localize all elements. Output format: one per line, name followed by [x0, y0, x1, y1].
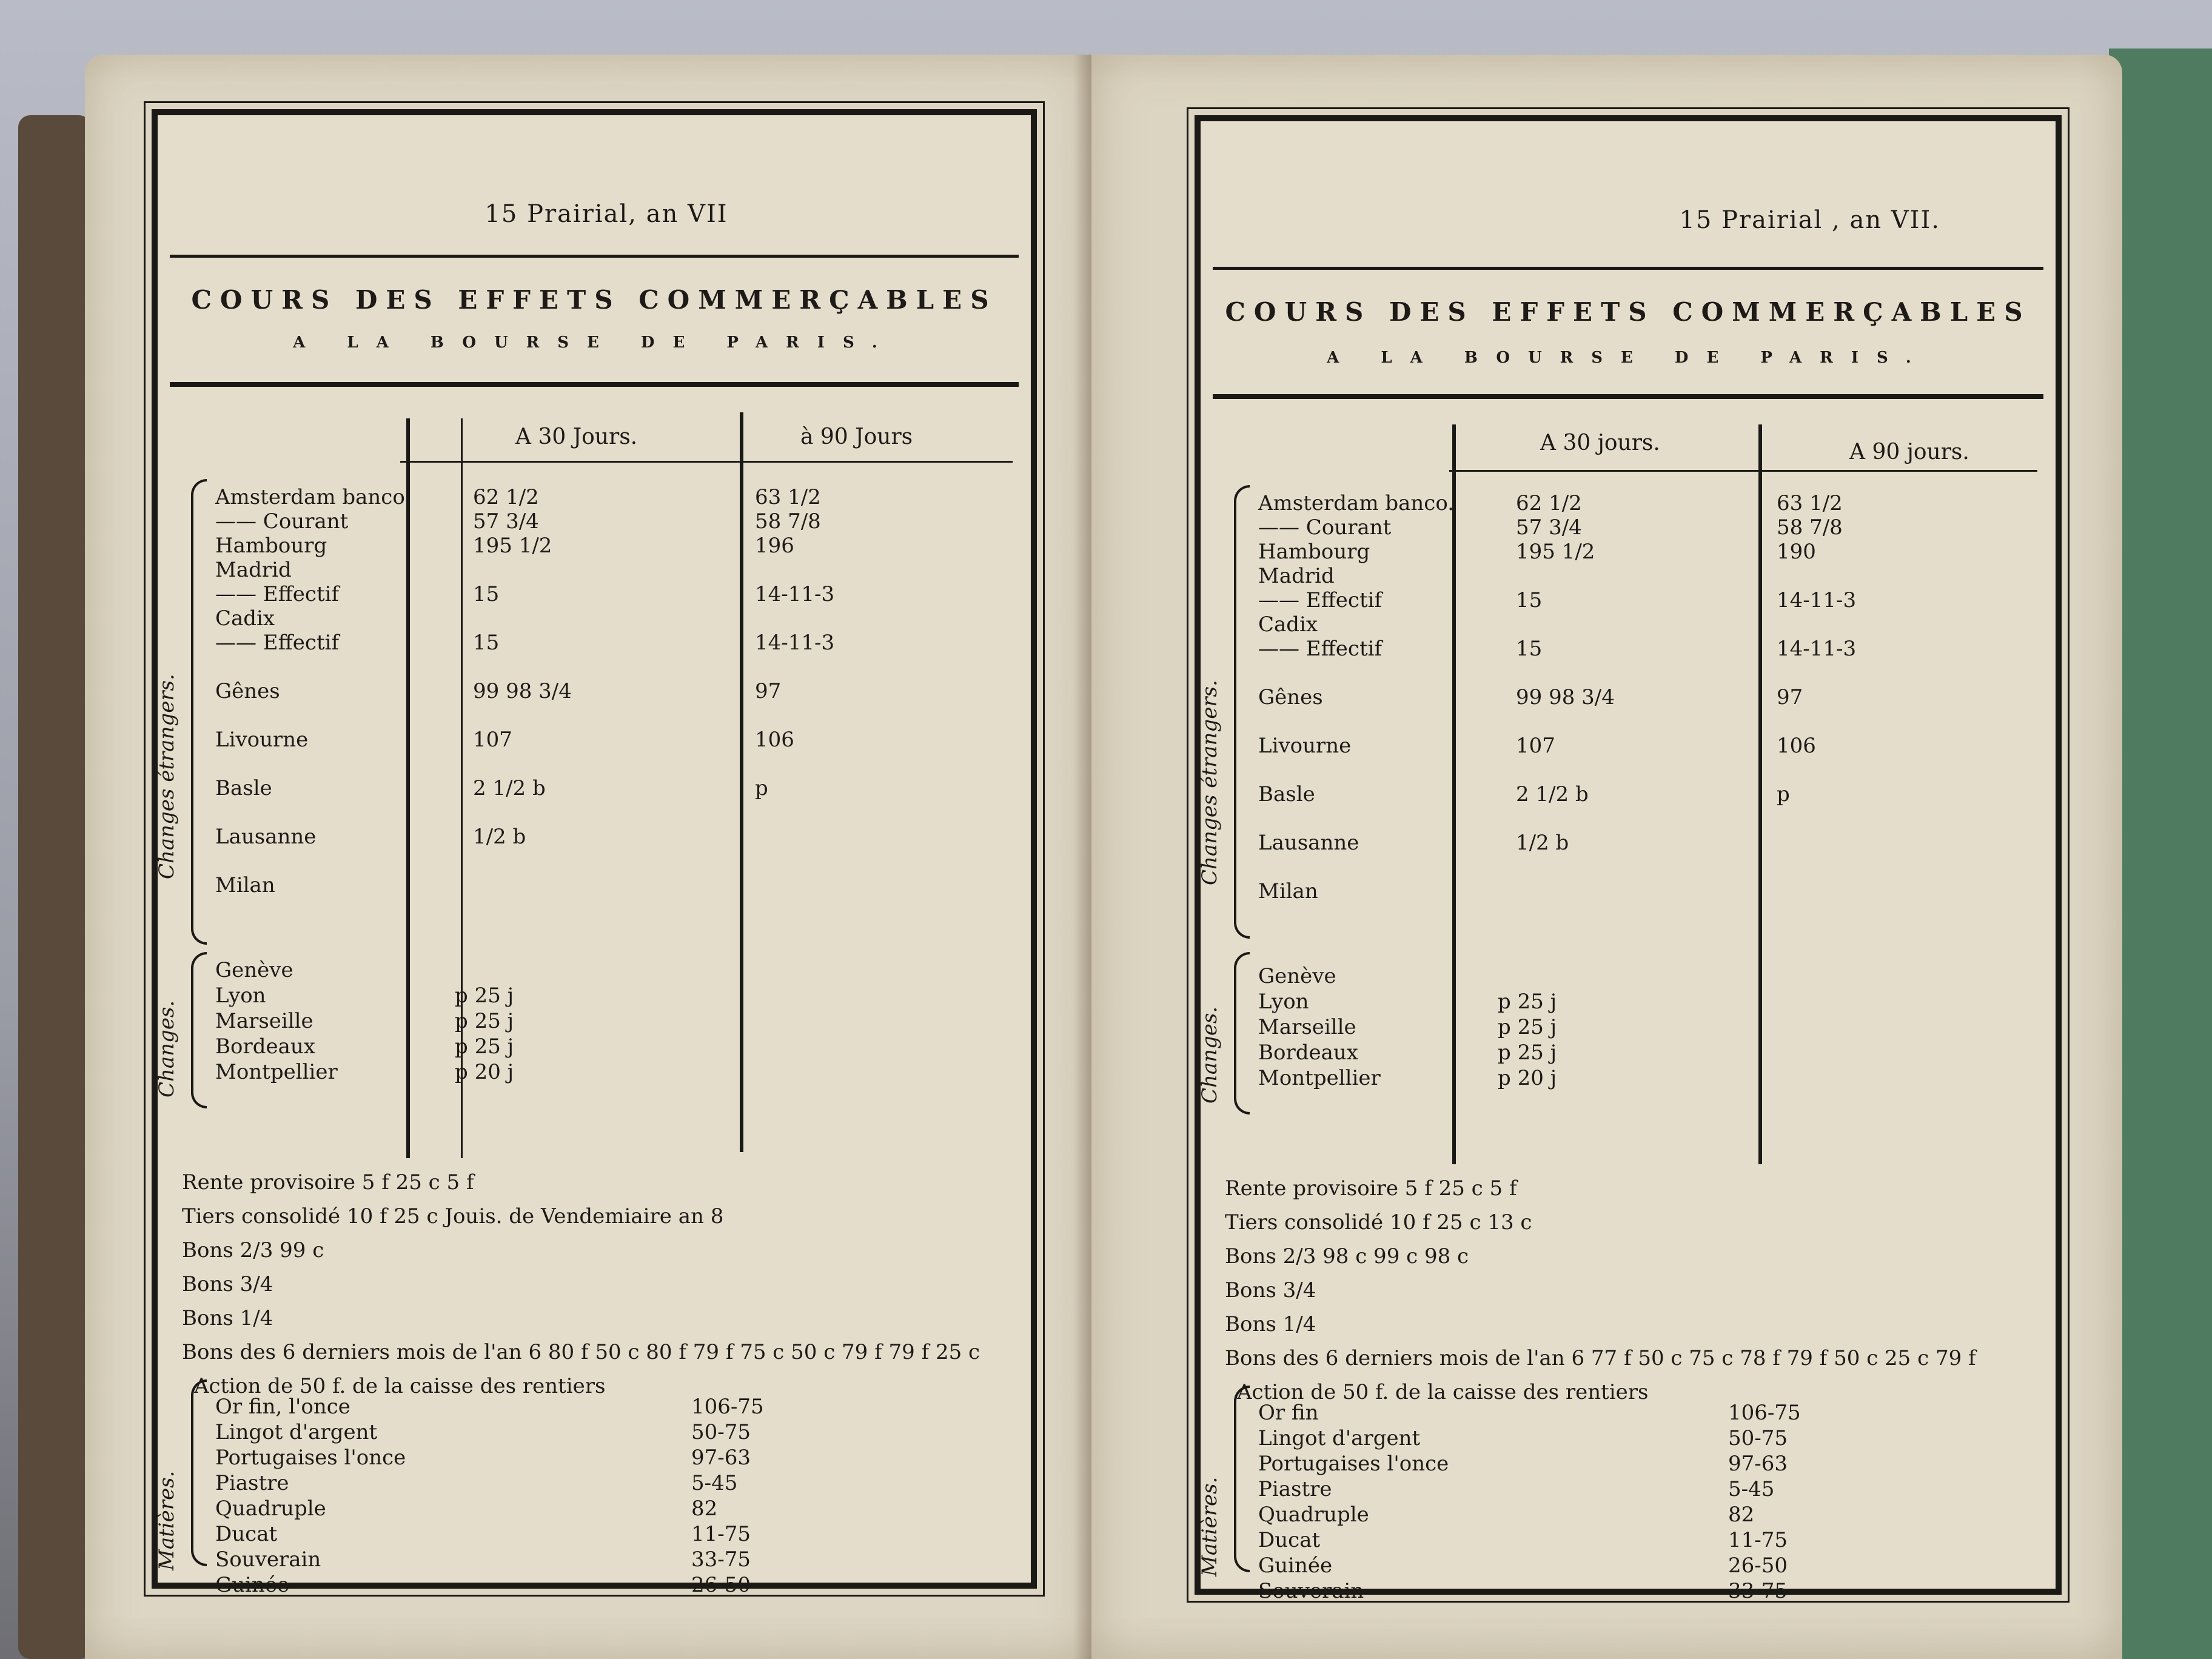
metal-price: 5-45 — [1728, 1477, 1775, 1501]
brace — [191, 952, 207, 1108]
row-label: Genève — [215, 958, 293, 982]
row-label: Livourne — [1258, 734, 1352, 758]
row-label: Or fin — [1258, 1401, 1319, 1425]
row-label: Quadruple — [1258, 1503, 1369, 1527]
value-30-days: 15 — [1516, 588, 1543, 612]
row-label: Hambourg — [215, 534, 327, 558]
row-label: Montpellier — [1258, 1066, 1381, 1090]
row-label: Genève — [1258, 964, 1336, 988]
row-label: —— Courant — [1258, 515, 1392, 540]
metal-price: 11-75 — [691, 1522, 751, 1546]
funds-line: Bons des 6 derniers mois de l'an 6 77 f 50 c 75 c 78 f 79 f 50 c 25 c 79 f — [1225, 1346, 1976, 1370]
column-divider — [740, 412, 743, 1152]
value-30-days: 15 — [1516, 637, 1543, 661]
funds-line: Tiers consolidé 10 f 25 c Jouis. de Vendemiaire an 8 — [182, 1204, 724, 1228]
metal-price: 50-75 — [1728, 1426, 1788, 1450]
value-30-days: 57 3/4 — [473, 509, 539, 534]
metal-price: 26-50 — [691, 1573, 751, 1597]
funds-line: Bons 3/4 — [1225, 1278, 1316, 1302]
row-label: Lyon — [1258, 990, 1309, 1014]
row-label: —— Effectif — [1258, 637, 1382, 661]
metal-price: 106-75 — [691, 1395, 764, 1419]
row-label: Cadix — [1258, 612, 1318, 637]
value-30-days: p 25 j — [455, 984, 514, 1008]
value-30-days: p 25 j — [1498, 1015, 1557, 1039]
row-label: Madrid — [215, 558, 292, 582]
value-30-days: p 25 j — [1498, 990, 1557, 1014]
group-label-foreign: Changes étrangers. — [1198, 680, 1222, 885]
row-label: Madrid — [1258, 564, 1335, 588]
value-30-days: 195 1/2 — [1516, 540, 1595, 564]
value-30-days: 1/2 b — [1516, 831, 1569, 855]
row-label: Ducat — [1258, 1528, 1321, 1552]
row-label: Basle — [1258, 782, 1315, 806]
brace — [1234, 485, 1250, 939]
row-label: —— Effectif — [215, 582, 340, 606]
row-label: Lingot d'argent — [215, 1420, 378, 1444]
value-90-days: 196 — [755, 534, 794, 558]
row-label: Lingot d'argent — [1258, 1426, 1421, 1450]
value-90-days: 97 — [755, 679, 782, 703]
value-90-days: 14-11-3 — [755, 582, 835, 606]
metal-price: 82 — [1728, 1503, 1755, 1527]
row-label: Livourne — [215, 728, 309, 752]
column-divider — [1452, 424, 1456, 1164]
rule — [1213, 267, 2043, 270]
row-label: Gênes — [1258, 685, 1323, 709]
page-subtitle: A LA BOURSE DE PARIS. — [293, 333, 896, 352]
metal-price: 82 — [691, 1496, 718, 1521]
row-label: —— Effectif — [1258, 588, 1382, 612]
funds-line: Rente provisoire 5 f 25 c 5 f — [182, 1170, 474, 1195]
value-30-days: 107 — [1516, 734, 1555, 758]
group-label-domestic: Changes. — [155, 1000, 179, 1098]
metal-price: 26-50 — [1728, 1553, 1788, 1578]
value-30-days: p 25 j — [455, 1009, 514, 1033]
row-label: Or fin, l'once — [215, 1395, 350, 1419]
value-90-days: 190 — [1777, 540, 1816, 564]
row-label: Souverain — [1258, 1579, 1364, 1603]
group-label-metals: Matières. — [155, 1470, 179, 1570]
funds-line: Bons 1/4 — [1225, 1312, 1316, 1336]
group-label-foreign: Changes étrangers. — [155, 674, 179, 879]
value-90-days: p — [1777, 782, 1790, 806]
row-label: Piastre — [1258, 1477, 1332, 1501]
column-header-90: à 90 Jours — [800, 424, 913, 449]
row-label: Amsterdam banco. — [215, 485, 412, 509]
book-cover-left — [18, 115, 91, 1659]
row-label: Lyon — [215, 984, 266, 1008]
metal-price: 97-63 — [691, 1446, 751, 1470]
column-header-30: A 30 Jours. — [515, 424, 638, 449]
funds-line: Bons 3/4 — [182, 1272, 273, 1296]
value-30-days: p 25 j — [455, 1034, 514, 1059]
value-30-days: 62 1/2 — [473, 485, 539, 509]
row-label: Ducat — [215, 1522, 278, 1546]
value-90-days: 58 7/8 — [1777, 515, 1843, 540]
funds-line: Bons des 6 derniers mois de l'an 6 80 f 50 c 80 f 79 f 75 c 50 c 79 f 79 f 25 c — [182, 1340, 980, 1364]
row-label: Hambourg — [1258, 540, 1370, 564]
right-page-frame — [1195, 115, 2062, 1603]
metal-price: 33-75 — [1728, 1579, 1788, 1603]
metal-price: 50-75 — [691, 1420, 751, 1444]
row-label: Basle — [215, 776, 272, 800]
value-30-days: p 20 j — [455, 1060, 514, 1084]
value-90-days: 14-11-3 — [1777, 637, 1857, 661]
column-header-90: A 90 jours. — [1849, 440, 1969, 464]
row-label: Milan — [1258, 879, 1318, 903]
funds-line: Bons 2/3 99 c — [182, 1238, 324, 1262]
left-page — [85, 55, 1091, 1659]
value-90-days: 58 7/8 — [755, 509, 821, 534]
brace — [191, 1379, 207, 1566]
funds-line: Tiers consolidé 10 f 25 c 13 c — [1225, 1210, 1532, 1235]
funds-line: Rente provisoire 5 f 25 c 5 f — [1225, 1176, 1517, 1201]
value-30-days: 15 — [473, 582, 500, 606]
value-90-days: 14-11-3 — [755, 631, 835, 655]
rule — [170, 382, 1019, 387]
value-90-days: 97 — [1777, 685, 1803, 709]
value-30-days: 107 — [473, 728, 512, 752]
book-cover-right — [2109, 49, 2212, 1659]
value-90-days: 106 — [755, 728, 794, 752]
row-label: Bordeaux — [1258, 1041, 1358, 1065]
value-30-days: 57 3/4 — [1516, 515, 1582, 540]
brace — [1234, 952, 1250, 1114]
rule — [400, 461, 1013, 463]
page-title: COURS DES EFFETS COMMERÇABLES — [1225, 297, 2031, 327]
row-label: Lausanne — [1258, 831, 1359, 855]
metal-price: 5-45 — [691, 1471, 738, 1495]
row-label: Amsterdam banco. — [1258, 491, 1455, 515]
value-30-days: 2 1/2 b — [473, 776, 546, 800]
row-label: Souverain — [215, 1547, 321, 1572]
running-head: 15 Prairial , an VII. — [1679, 206, 1940, 234]
row-label: Cadix — [215, 606, 275, 631]
row-label: Guinée — [215, 1573, 290, 1597]
column-divider — [1758, 424, 1762, 1164]
row-label: —— Effectif — [215, 631, 340, 655]
funds-line: Bons 1/4 — [182, 1306, 273, 1330]
row-label: Quadruple — [215, 1496, 326, 1521]
column-divider — [406, 418, 410, 1158]
row-label: Lausanne — [215, 825, 317, 849]
value-90-days: p — [755, 776, 768, 800]
value-30-days: 15 — [473, 631, 500, 655]
group-label-domestic: Changes. — [1198, 1006, 1222, 1104]
metal-price: 106-75 — [1728, 1401, 1801, 1425]
value-30-days: 195 1/2 — [473, 534, 552, 558]
funds-line: Action de 50 f. de la caisse des rentiers — [1237, 1380, 1649, 1404]
funds-line: Action de 50 f. de la caisse des rentiers — [194, 1374, 606, 1398]
row-label: Portugaises l'once — [1258, 1452, 1449, 1476]
page-title: COURS DES EFFETS COMMERÇABLES — [191, 285, 997, 315]
metal-price: 11-75 — [1728, 1528, 1788, 1552]
left-page-frame — [152, 109, 1037, 1597]
value-90-days: 106 — [1777, 734, 1816, 758]
row-label: Milan — [215, 873, 275, 897]
value-30-days: 1/2 b — [473, 825, 526, 849]
row-label: Marseille — [215, 1009, 313, 1033]
row-label: Gênes — [215, 679, 280, 703]
value-30-days: p 25 j — [1498, 1041, 1557, 1065]
value-30-days: 62 1/2 — [1516, 491, 1582, 515]
rule — [1213, 394, 2043, 399]
row-label: Guinée — [1258, 1553, 1333, 1578]
row-label: Portugaises l'once — [215, 1446, 406, 1470]
value-30-days: 2 1/2 b — [1516, 782, 1589, 806]
column-header-30: A 30 jours. — [1540, 431, 1660, 455]
metal-price: 33-75 — [691, 1547, 751, 1572]
row-label: Bordeaux — [215, 1034, 315, 1059]
row-label: Piastre — [215, 1471, 289, 1495]
rule — [170, 255, 1019, 258]
brace — [1234, 1386, 1250, 1572]
value-30-days: 99 98 3/4 — [1516, 685, 1615, 709]
brace — [191, 479, 207, 945]
running-head: 15 Prairial, an VII — [484, 200, 728, 228]
metal-price: 97-63 — [1728, 1452, 1788, 1476]
group-label-metals: Matières. — [1198, 1476, 1222, 1577]
right-page — [1091, 55, 2122, 1659]
rule — [1449, 470, 2037, 472]
value-90-days: 63 1/2 — [755, 485, 821, 509]
value-30-days: p 20 j — [1498, 1066, 1557, 1090]
value-30-days: 99 98 3/4 — [473, 679, 572, 703]
row-label: Marseille — [1258, 1015, 1356, 1039]
value-90-days: 14-11-3 — [1777, 588, 1857, 612]
row-label: Montpellier — [215, 1060, 338, 1084]
row-label: —— Courant — [215, 509, 349, 534]
value-90-days: 63 1/2 — [1777, 491, 1843, 515]
funds-line: Bons 2/3 98 c 99 c 98 c — [1225, 1244, 1469, 1269]
page-subtitle: A LA BOURSE DE PARIS. — [1327, 349, 1929, 367]
